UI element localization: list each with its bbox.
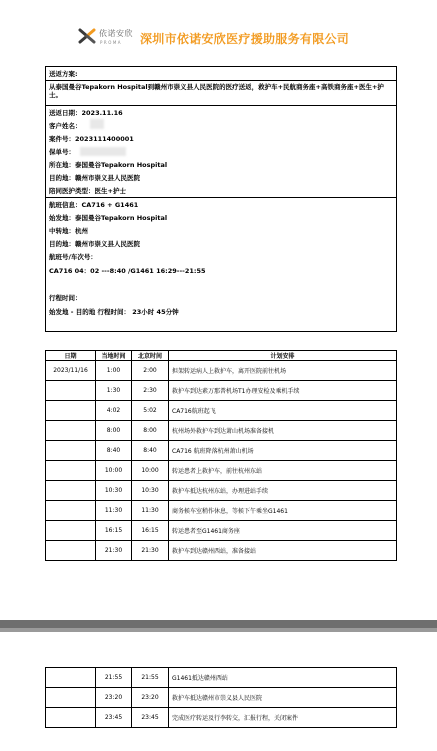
cell-local-time: 23:20 bbox=[96, 688, 132, 708]
cell-beijing-time: 23:20 bbox=[132, 688, 169, 708]
transfer-date: 送返日期：2023.11.16 bbox=[49, 109, 123, 117]
cell-beijing-time: 2:30 bbox=[132, 381, 169, 401]
cell-local-time: 4:02 bbox=[96, 401, 132, 421]
header-beijing-time: 北京时间 bbox=[132, 351, 169, 361]
cell-beijing-time: 2:00 bbox=[132, 361, 169, 381]
table-row bbox=[46, 708, 397, 728]
cell-local-time: 23:45 bbox=[96, 708, 132, 728]
policy-number-label: 保单号： bbox=[49, 148, 75, 156]
cell-beijing-time: 10:00 bbox=[132, 461, 169, 481]
table-row bbox=[46, 521, 397, 541]
table-row bbox=[46, 421, 397, 441]
cell-date: 2023/11/16 bbox=[46, 361, 96, 381]
cell-plan: 转运患者至G1461商务座 bbox=[169, 521, 397, 541]
cell-plan: 杭州场外救护车到达萧山机场准备接机 bbox=[169, 421, 397, 441]
table-row bbox=[46, 381, 397, 401]
cell-beijing-time: 10:30 bbox=[132, 481, 169, 501]
table-row bbox=[46, 541, 397, 561]
flight-number-label: 航班号/车次号： bbox=[49, 253, 97, 261]
logo-text: 依诺安欣 bbox=[99, 29, 133, 38]
case-number: 案件号：2023111400001 bbox=[49, 135, 134, 143]
cell-local-time: 8:40 bbox=[96, 441, 132, 461]
cell-plan: 救护车抵达赣州市崇义县人民医院 bbox=[169, 688, 397, 708]
cell-date bbox=[46, 381, 96, 401]
header-date: 日期 bbox=[46, 351, 96, 361]
cell-beijing-time: 23:45 bbox=[132, 708, 169, 728]
cell-date bbox=[46, 481, 96, 501]
redacted-policy bbox=[80, 147, 126, 156]
cell-date bbox=[46, 441, 96, 461]
cell-local-time: 8:00 bbox=[96, 421, 132, 441]
schedule-table bbox=[45, 350, 397, 561]
cell-date bbox=[46, 521, 96, 541]
cell-date bbox=[46, 708, 96, 728]
schedule-table-continued bbox=[45, 667, 397, 728]
flight-info: 航班信息：CA716 + G1461 bbox=[49, 201, 139, 209]
cell-beijing-time: 8:40 bbox=[132, 441, 169, 461]
cell-local-time: 10:00 bbox=[96, 461, 132, 481]
origin: 始发地：泰国曼谷Tepakorn Hospital bbox=[49, 214, 168, 222]
cell-date bbox=[46, 668, 96, 688]
plan-summary: 从泰国曼谷Tepakorn Hospital到赣州市崇义县人民医院的医疗送返，救护车+民航商务座+高铁商务座+医生+护士。 bbox=[49, 83, 384, 99]
customer-name-label: 客户姓名： bbox=[49, 122, 82, 130]
cell-plan: 担架转运病人上救护车，离开医院前往机场 bbox=[169, 361, 397, 381]
table-row bbox=[46, 361, 397, 381]
current-location: 所在地：泰国曼谷Tepakorn Hospital bbox=[49, 161, 168, 169]
cell-beijing-time: 5:02 bbox=[132, 401, 169, 421]
cell-local-time: 21:30 bbox=[96, 541, 132, 561]
cell-plan: 完成医疗转运及行李转交，汇报行程，关闭案件 bbox=[169, 708, 397, 728]
company-name: 深圳市依诺安欣医疗援助服务有限公司 bbox=[140, 32, 350, 46]
transfer-plan-box bbox=[45, 66, 397, 332]
cell-local-time: 10:30 bbox=[96, 481, 132, 501]
logo-subtext: PROMA bbox=[100, 40, 123, 45]
cell-local-time: 1:00 bbox=[96, 361, 132, 381]
cell-date bbox=[46, 401, 96, 421]
cell-local-time: 21:55 bbox=[96, 668, 132, 688]
schedule-header-row bbox=[46, 351, 397, 361]
cell-plan: 救护车到达素万那普机场T1办理安检及乘机手续 bbox=[169, 381, 397, 401]
table-row bbox=[46, 401, 397, 421]
cell-beijing-time: 8:00 bbox=[132, 421, 169, 441]
flight-destination: 目的地：赣州市崇义县人民医院 bbox=[49, 240, 140, 248]
cell-plan: 转运患者上救护车，前往杭州东站 bbox=[169, 461, 397, 481]
plan-title: 送返方案: bbox=[49, 70, 78, 78]
redacted-name bbox=[90, 119, 104, 129]
company-logo-icon bbox=[77, 26, 97, 46]
cell-beijing-time: 16:15 bbox=[132, 521, 169, 541]
cell-plan: 商务候车室稍作休息，等候下午乘坐G1461 bbox=[169, 501, 397, 521]
cell-plan: G1461抵达赣州西站 bbox=[169, 668, 397, 688]
table-row bbox=[46, 688, 397, 708]
cell-date bbox=[46, 461, 96, 481]
cell-date bbox=[46, 501, 96, 521]
table-row bbox=[46, 441, 397, 461]
cell-plan: CA716航班起飞 bbox=[169, 401, 397, 421]
escort-type: 陪同医护类型：医生+护士 bbox=[49, 187, 126, 195]
cell-plan: CA716 航班降落杭州萧山机场 bbox=[169, 441, 397, 461]
cell-date bbox=[46, 688, 96, 708]
table-row bbox=[46, 461, 397, 481]
transit: 中转地：杭州 bbox=[49, 227, 88, 235]
cell-beijing-time: 21:30 bbox=[132, 541, 169, 561]
cell-beijing-time: 21:55 bbox=[132, 668, 169, 688]
destination: 目的地：赣州市崇义县人民医院 bbox=[49, 174, 140, 182]
duration-label: 行程时间： bbox=[49, 294, 82, 302]
table-row bbox=[46, 668, 397, 688]
cell-local-time: 16:15 bbox=[96, 521, 132, 541]
cell-date bbox=[46, 541, 96, 561]
table-row bbox=[46, 481, 397, 501]
cell-date bbox=[46, 421, 96, 441]
flight-times: CA716 04：02 ---8:40 /G1461 16:29---21:55 bbox=[49, 267, 206, 275]
header-local-time: 当地时间 bbox=[96, 351, 132, 361]
cell-local-time: 1:30 bbox=[96, 381, 132, 401]
cell-beijing-time: 11:30 bbox=[132, 501, 169, 521]
table-row bbox=[46, 501, 397, 521]
cell-plan: 救护车到达赣州西站，准备接站 bbox=[169, 541, 397, 561]
header-plan: 计划安排 bbox=[169, 351, 397, 361]
duration-value: 始发地 - 目的地 行程时间： 23小时 45分钟 bbox=[49, 308, 179, 316]
cell-local-time: 11:30 bbox=[96, 501, 132, 521]
cell-plan: 救护车抵达杭州东站，办理进站手续 bbox=[169, 481, 397, 501]
